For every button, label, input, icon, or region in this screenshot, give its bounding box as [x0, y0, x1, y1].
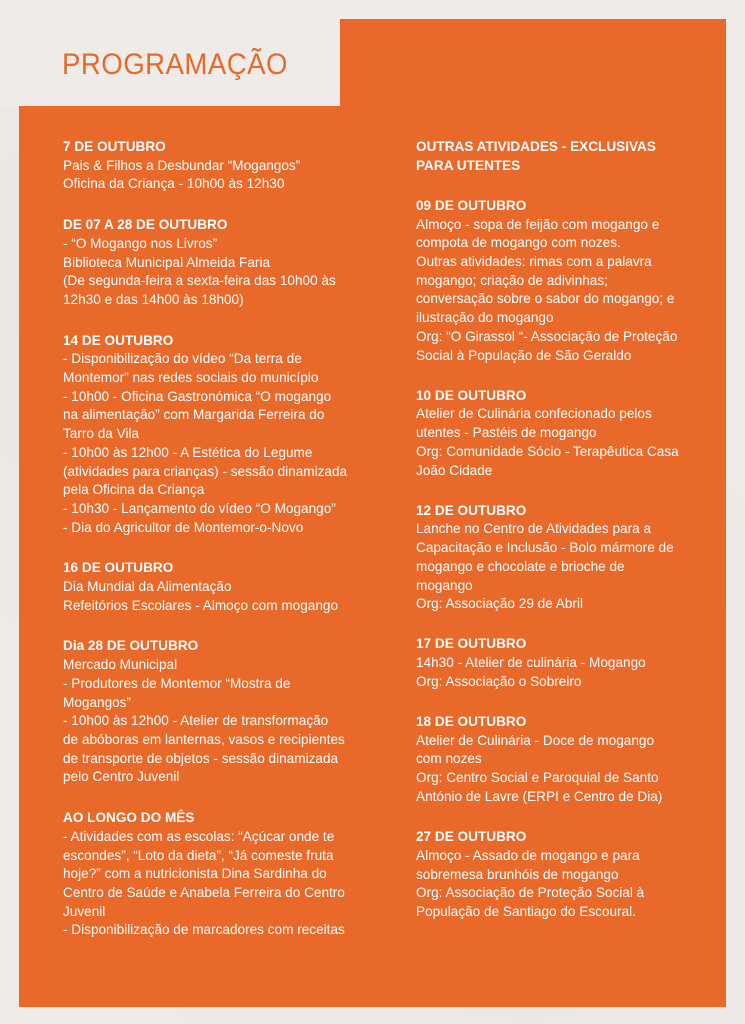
- event-line: Almoço - sopa de feijão com mogango e: [416, 216, 660, 232]
- event-block: [416, 197, 716, 365]
- event-block: [416, 502, 716, 614]
- event-line: - Produtores de Montemor “Mostra de: [63, 675, 291, 691]
- event-line: População de Santiago do Escoural.: [416, 903, 636, 919]
- event-date-heading: 17 DE OUTUBRO: [416, 636, 527, 652]
- event-line: ilustração do mogango: [416, 310, 554, 326]
- event-line: (De segunda-feira a sexta-feira das 10h00 às: [63, 273, 336, 289]
- event-line: Mercado Municipal: [63, 657, 178, 673]
- event-date-heading: 27 DE OUTUBRO: [416, 829, 527, 845]
- event-line: Dia Mundial da Alimentação: [63, 579, 232, 595]
- event-line: - Dia do Agricultor de Montemor-o-Novo: [63, 519, 304, 535]
- event-block: [63, 809, 388, 940]
- event-line: com nozes: [416, 751, 482, 767]
- event-line: Oficina da Criança - 10h00 às 12h30: [63, 176, 285, 192]
- event-line: hoje?” com a nutricionista Dina Sardinha do: [63, 866, 327, 882]
- event-block: [416, 387, 716, 481]
- event-line: Mogangos”: [63, 694, 132, 710]
- event-date-heading: AO LONGO DO MÊS: [63, 810, 195, 826]
- event-line: Org: Centro Social e Paroquial de Santo: [416, 770, 659, 786]
- event-block: [416, 828, 716, 922]
- event-line: mogango: [416, 577, 473, 593]
- event-line: utentes - Pastéis de mogango: [416, 425, 597, 441]
- title-box: [0, 0, 340, 106]
- event-line: Biblioteca Municipal Almeida Faria: [63, 254, 271, 270]
- event-line: de transporte de objetos - sessão dinamizada: [63, 750, 339, 766]
- event-line: Lanche no Centro de Atividades para a: [416, 521, 652, 537]
- event-block: [63, 216, 388, 310]
- event-block: [63, 138, 388, 194]
- event-line: sobremesa brunhóis de mogango: [416, 866, 619, 882]
- event-line: - Atividades com as escolas: “Açúcar onde te: [63, 828, 335, 844]
- event-date-heading: 7 DE OUTUBRO: [63, 139, 166, 154]
- event-block: [416, 635, 716, 691]
- event-line: - “O Mogango nos Livros”: [63, 235, 218, 251]
- event-block: [63, 559, 388, 615]
- event-line: Org: Comunidade Sócio - Terapêutica Casa: [416, 443, 679, 459]
- event-date-heading: DE 07 A 28 DE OUTUBRO: [63, 217, 228, 233]
- event-line: compota de mogango com nozes.: [416, 235, 621, 251]
- event-date-heading: Dia 28 DE OUTUBRO: [63, 638, 199, 654]
- event-line: (atividades para crianças) - sessão dinamizada: [63, 463, 348, 479]
- event-line: Montemor” nas redes sociais do município: [63, 370, 319, 386]
- event-date-heading: 10 DE OUTUBRO: [416, 387, 527, 403]
- event-line: de abóboras em lanternas, vasos e recipientes: [63, 731, 345, 747]
- event-block: [63, 332, 388, 538]
- section-heading: OUTRAS ATIVIDADES - EXCLUSIVAS: [416, 139, 656, 154]
- event-line: Social à População de São Geraldo: [416, 347, 632, 363]
- event-line: - Disponibilização do vídeo “Da terra de: [63, 351, 302, 367]
- event-line: 12h30 e das 14h00 às 18h00): [63, 291, 244, 307]
- left-column: [63, 138, 388, 962]
- event-line: - 10h00 às 12h00 - Atelier de transformação: [63, 713, 329, 729]
- event-block: [63, 637, 388, 787]
- event-line: Pais & Filhos a Desbundar “Mogangos”: [63, 157, 301, 173]
- event-line: 14h30 - Atelier de culinária - Mogango: [416, 655, 646, 671]
- event-line: escondes”, “Loto da dieta”, “Já comeste fruta: [63, 847, 334, 863]
- event-line: Outras atividades: rimas com a palavra: [416, 254, 652, 270]
- event-line: Centro de Saúde e Anabela Ferreira do Centro: [63, 884, 345, 900]
- right-column: [416, 138, 716, 943]
- event-line: Almoço - Assado de mogango e para: [416, 847, 640, 863]
- event-line: na alimentação” com Margarida Ferreira do: [63, 407, 325, 423]
- event-line: Org: Associação o Sobreiro: [416, 673, 582, 689]
- event-line: mogango e chocolate e brioche de: [416, 558, 625, 574]
- event-line: pela Oficina da Criança: [63, 482, 205, 498]
- event-date-heading: 16 DE OUTUBRO: [63, 560, 174, 576]
- event-line: António de Lavre (ERPI e Centro de Dia): [416, 788, 663, 804]
- event-line: Capacitação e Inclusão - Bolo mármore de: [416, 540, 674, 556]
- section-block: [416, 138, 716, 175]
- page-title: PROGRAMAÇÃO: [62, 48, 288, 81]
- event-line: Refeitórios Escolares - Almoço com mogango: [63, 597, 339, 613]
- event-line: conversação sobre o sabor do mogango; e: [416, 291, 675, 307]
- event-line: Org: “O Girassol “- Associação de Proteção: [416, 328, 678, 344]
- event-line: - 10h00 às 12h00 - A Estética do Legume: [63, 444, 313, 460]
- event-line: mogango; criação de adivinhas;: [416, 272, 608, 288]
- event-line: Atelier de Culinária - Doce de mogango: [416, 732, 655, 748]
- section-heading-line2: PARA UTENTES: [416, 157, 521, 173]
- event-line: Org: Associação 29 de Abril: [416, 596, 583, 612]
- event-line: João Cidade: [416, 462, 493, 478]
- event-line: Atelier de Culinária confecionado pelos: [416, 406, 652, 422]
- event-date-heading: 14 DE OUTUBRO: [63, 332, 174, 348]
- event-line: - 10h00 - Oficina Gastronómica “O mogango: [63, 388, 332, 404]
- event-line: Org: Associação de Proteção Social à: [416, 885, 645, 901]
- event-block: [416, 713, 716, 807]
- event-date-heading: 12 DE OUTUBRO: [416, 502, 527, 518]
- event-line: - 10h30 - Lançamento do vídeo “O Mogango”: [63, 500, 336, 516]
- event-date-heading: 09 DE OUTUBRO: [416, 197, 527, 213]
- event-line: Tarro da Vila: [63, 426, 140, 442]
- event-line: pelo Centro Juvenil: [63, 769, 180, 785]
- event-date-heading: 18 DE OUTUBRO: [416, 714, 527, 730]
- event-line: Juvenil: [63, 903, 106, 919]
- event-line: - Disponibilização de marcadores com receitas: [63, 922, 345, 938]
